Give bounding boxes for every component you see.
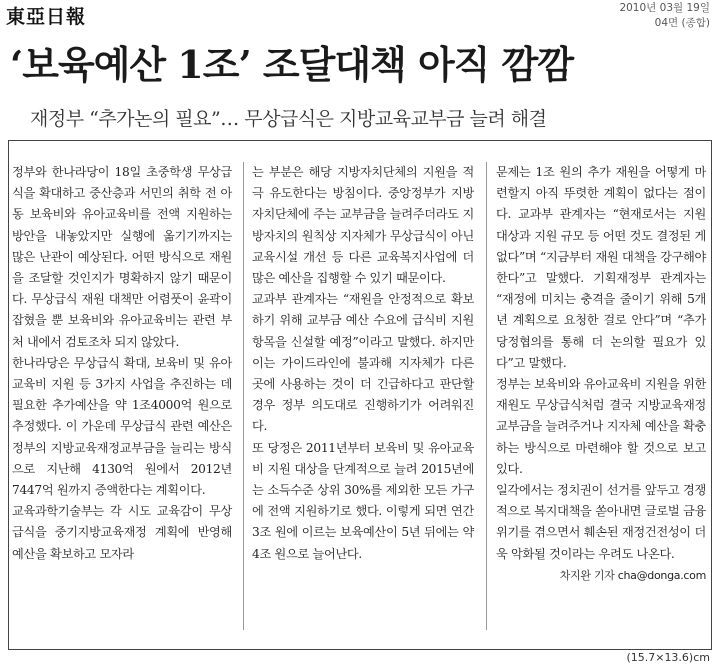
paragraph: 는 부분은 해당 지방자치단체의 지원을 적극 유도한다는 방침이다. 중앙정부가 지방자치단체에 주는 교부금을 늘려주더라도 지방자치의 원칙상 지자체가 무상급식이 아닌 교육시설 개선 등 다른 교육복지사업에 더 많은 예산을 집행할 수 있기 때문이다. xyxy=(252,165,474,286)
subheadline: 재정부 “추가논의 필요”… 무상급식은 지방교육교부금 늘려 해결 xyxy=(30,108,547,130)
paragraph: 정부와 한나라당이 18일 초중학생 무상급식을 확대하고 중산층과 서민의 취학 전 아동 보육비와 유아교육비를 전액 지원하는 방안을 내놓았지만 실행에 옮기기까지는 많은 난관이 예상된다. 어떤 방식으로 재원을 조달할 것인지가 명확하지 않기 때문이다. 무상급식 재원 대책만 어렴풋이 윤곽이 잡혔을 뿐 보육비와 유아교육비는 관련 부처 내에서 검토조차 되지 않았다. xyxy=(12,165,232,349)
column-divider xyxy=(243,162,244,630)
article-size-note: (15.7×13.6)cm xyxy=(626,651,710,664)
publication-date: 2010년 03월 19일 xyxy=(619,2,710,14)
paragraph: 교육과학기술부는 각 시도 교육감이 무상급식을 중기지방교육재정 계획에 반영해 예산을 확보하고 모자라 xyxy=(12,504,232,561)
dateline xyxy=(619,1,710,31)
author-byline: 차지완 기자 cha@donga.com xyxy=(559,568,706,582)
article-column-1 xyxy=(12,162,232,565)
column-divider xyxy=(486,162,487,630)
page-section: 04면 (종합) xyxy=(654,17,710,29)
paragraph: 문제는 1조 원의 추가 재원을 어떻게 마련할지 아직 뚜렷한 계획이 없다는 점이다. 교과부 관계자는 “현재로서는 지원 대상과 지원 규모 등 어떤 것도 결정된 게 없다”며 “지금부터 재원 대책을 강구해야 한다”고 말했다. 기획재정부 관계자는 “재정에 미치는 충격을 줄이기 위해 5개년 계획으로 요청한 걸로 안다”며 “추가 당정협의를 통해 더 논의할 필요가 있다”고 말했다. xyxy=(496,165,706,370)
newspaper-masthead: 東亞日報 xyxy=(6,6,87,28)
paragraph: 일각에서는 정치권이 선거를 앞두고 경쟁적으로 복지대책을 쏟아내면 글로벌 금융위기를 겪으면서 훼손된 재정건전성이 더욱 악화될 것이라는 우려도 나온다. xyxy=(496,483,706,561)
paragraph: 한나라당은 무상급식 확대, 보육비 및 유아교육비 지원 등 3가지 사업을 추진하는 데 필요한 추가예산을 약 1조4000억 원으로 추정했다. 이 가운데 무상급식 관련 예산은 정부의 지방교육재정교부금을 늘리는 방식으로 지난해 4130억 원에서 2012년 7447억 원까지 증액한다는 계획이다. xyxy=(12,355,232,498)
paragraph: 정부는 보육비와 유아교육비 지원을 위한 재원도 무상급식처럼 결국 지방교육재정교부금을 늘려주거나 지자체 예산을 확충하는 방식으로 마련해야 할 것으로 보고 있다. xyxy=(496,377,706,476)
article-column-3 xyxy=(496,162,706,586)
paragraph: 또 당정은 2011년부터 보육비 및 유아교육비 지원 대상을 단계적으로 늘려 2015년에는 소득수준 상위 30%를 제외한 모든 가구에 전액 지원하기로 했다. 이렇게 되면 연간 3조 원에 이르는 보육예산이 5년 뒤에는 약 4조 원으로 늘어난다. xyxy=(252,440,474,561)
article-column-2 xyxy=(252,162,474,565)
paragraph: 교과부 관계자는 “재원을 안정적으로 확보하기 위해 교부금 예산 수요에 급식비 지원 항목을 신설할 예정”이라고 말했다. 하지만 이는 가이드라인에 불과해 지자체가 다른 곳에 사용하는 것이 더 긴급하다고 판단할 경우 정부 의도대로 진행하기가 어려워진다. xyxy=(252,292,474,434)
headline: ‘보육예산 1조’ 조달대책 아직 깜깜 xyxy=(10,42,574,87)
